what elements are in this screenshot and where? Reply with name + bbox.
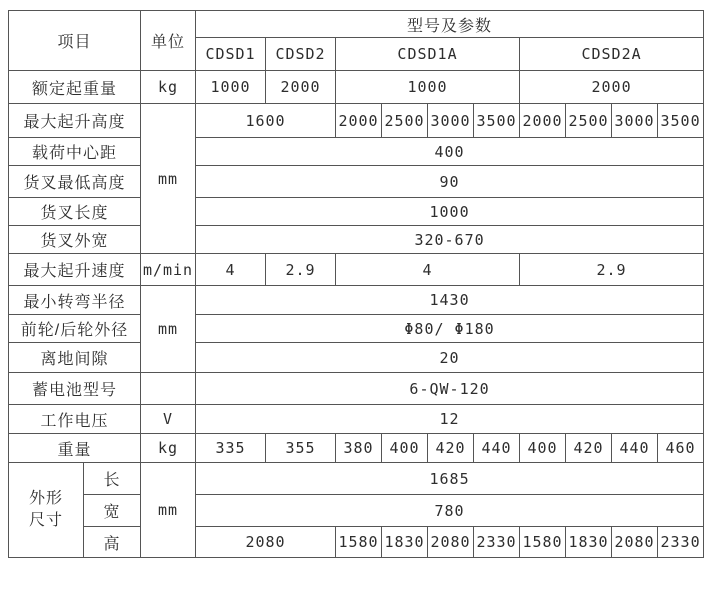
row-label-working-voltage: 工作电压 [9,405,141,434]
row-weight [9,434,704,463]
dimensions-unit: mm [141,463,196,558]
dimensions-label-line1: 外形 [28,490,63,508]
max-lift-speed-cdsd1: 4 [196,254,266,286]
row-label-rated-capacity: 额定起重量 [9,71,141,104]
weight-v7: 400 [520,434,566,463]
row-dimension-height [9,527,704,558]
col-header-item: 项目 [9,11,141,71]
row-label-dimensions [9,463,84,558]
max-lift-speed-unit: m/min [141,254,196,286]
rated-capacity-cdsd1: 1000 [196,71,266,104]
dimension-length-value: 1685 [196,463,704,495]
row-dimension-length [9,463,704,495]
max-lift-height-v8: 3500 [658,104,704,138]
min-turning-radius-value: 1430 [196,286,704,315]
fork-outer-width-value: 320-670 [196,226,704,254]
row-label-fork-length: 货叉长度 [9,198,141,226]
row-dimension-width [9,495,704,527]
max-lift-speed-cdsd2a: 2.9 [520,254,704,286]
weight-unit: kg [141,434,196,463]
max-lift-height-cdsd12: 1600 [196,104,336,138]
row-fork-outer-width [9,226,704,254]
dimension-height-v2: 1830 [382,527,428,558]
weight-v9: 440 [612,434,658,463]
col-header-model-cdsd1a: CDSD1A [336,38,520,71]
mm-unit-cell-upper: mm [141,104,196,254]
row-label-min-turning-radius: 最小转弯半径 [9,286,141,315]
col-header-model-cdsd1: CDSD1 [196,38,266,71]
dimension-height-v8: 2330 [658,527,704,558]
weight-v5: 420 [428,434,474,463]
dimension-height-v5: 1580 [520,527,566,558]
ground-clearance-value: 20 [196,343,704,373]
spec-table [8,10,704,558]
row-load-center-distance [9,138,704,166]
dimension-height-v6: 1830 [566,527,612,558]
dimension-height-v3: 2080 [428,527,474,558]
rated-capacity-cdsd2a: 2000 [520,71,704,104]
row-fork-length [9,198,704,226]
dimension-height-v4: 2330 [474,527,520,558]
row-min-turning-radius [9,286,704,315]
rated-capacity-cdsd1a: 1000 [336,71,520,104]
header-row-1 [9,11,704,38]
row-label-max-lift-height: 最大起升高度 [9,104,141,138]
row-label-max-lift-speed: 最大起升速度 [9,254,141,286]
weight-v8: 420 [566,434,612,463]
row-label-battery-model: 蓄电池型号 [9,373,141,405]
row-ground-clearance [9,343,704,373]
col-header-model-cdsd2: CDSD2 [266,38,336,71]
working-voltage-value: 12 [196,405,704,434]
row-battery-model [9,373,704,405]
row-rated-capacity [9,71,704,104]
battery-model-unit-empty [141,373,196,405]
row-label-fork-outer-width: 货叉外宽 [9,226,141,254]
battery-model-value: 6-QW-120 [196,373,704,405]
row-label-fork-min-height: 货叉最低高度 [9,166,141,198]
fork-length-value: 1000 [196,198,704,226]
col-header-models-title: 型号及参数 [196,11,704,38]
row-max-lift-speed [9,254,704,286]
dimension-height-v7: 2080 [612,527,658,558]
row-label-ground-clearance: 离地间隙 [9,343,141,373]
dimensions-label-line2: 尺寸 [28,512,63,529]
wheel-outer-diameter-value: Φ80/ Φ180 [196,315,704,343]
max-lift-height-v2: 2500 [382,104,428,138]
fork-min-height-value: 90 [196,166,704,198]
row-label-load-center-distance: 载荷中心距 [9,138,141,166]
row-wheel-outer-diameter [9,315,704,343]
spec-table-container [8,10,704,558]
dimension-width-value: 780 [196,495,704,527]
max-lift-height-v4: 3500 [474,104,520,138]
max-lift-height-v3: 3000 [428,104,474,138]
weight-v3: 380 [336,434,382,463]
weight-v10: 460 [658,434,704,463]
weight-v6: 440 [474,434,520,463]
max-lift-height-v1: 2000 [336,104,382,138]
mm-unit-cell-lower: mm [141,286,196,373]
row-fork-min-height [9,166,704,198]
row-sublabel-length: 长 [84,463,141,495]
max-lift-height-v5: 2000 [520,104,566,138]
weight-v1: 335 [196,434,266,463]
max-lift-height-v6: 2500 [566,104,612,138]
row-label-weight: 重量 [9,434,141,463]
dimension-height-cdsd12: 2080 [196,527,336,558]
working-voltage-unit: V [141,405,196,434]
rated-capacity-cdsd2: 2000 [266,71,336,104]
load-center-distance-value: 400 [196,138,704,166]
col-header-model-cdsd2a: CDSD2A [520,38,704,71]
weight-v4: 400 [382,434,428,463]
row-label-wheel-outer-diameter: 前轮/后轮外径 [9,315,141,343]
row-sublabel-height: 高 [84,527,141,558]
row-working-voltage [9,405,704,434]
max-lift-speed-cdsd2: 2.9 [266,254,336,286]
rated-capacity-unit: kg [141,71,196,104]
row-max-lift-height [9,104,704,138]
weight-v2: 355 [266,434,336,463]
col-header-unit: 单位 [141,11,196,71]
max-lift-height-v7: 3000 [612,104,658,138]
row-sublabel-width: 宽 [84,495,141,527]
max-lift-speed-cdsd1a: 4 [336,254,520,286]
dimension-height-v1: 1580 [336,527,382,558]
